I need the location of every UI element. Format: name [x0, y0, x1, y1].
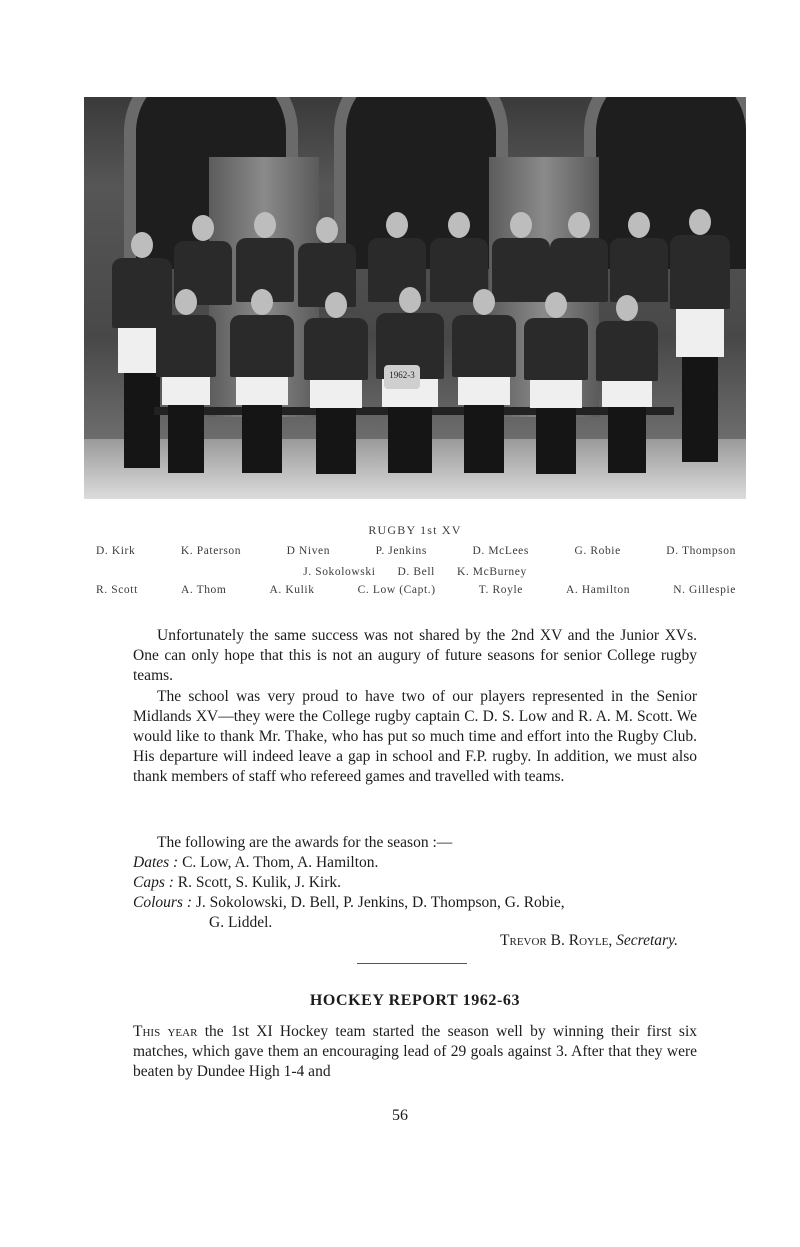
- player-standing: [550, 212, 608, 302]
- caption-name: A. Hamilton: [566, 584, 631, 596]
- caption-row-middle: [84, 566, 746, 578]
- caption-name: A. Thom: [180, 584, 227, 596]
- award-label: Colours :: [133, 894, 192, 911]
- caption-name: G. Robie: [574, 545, 621, 557]
- paragraph-midlands: The school was very proud to have two of our players represented in the Senior Midlands XV—they were the College rugby captain C. D. S. Low and R. A. M. Scott. We would like to thank Mr. Thake, who has put so much time and effort into the Rugby Club. His departure will indeed leave a gap in school and F.P. rugby. In addition, we must also thank members of staff who refereed games and travelled with teams.: [133, 688, 697, 785]
- trophy-shield: [384, 365, 420, 389]
- signature-role: Secretary.: [616, 932, 678, 949]
- player-seated: [524, 292, 588, 474]
- team-photograph: [84, 97, 746, 499]
- caption-name: R. Scott: [96, 584, 138, 596]
- caption-name: K. McBurney: [456, 566, 527, 578]
- caption-name: T. Royle: [478, 584, 523, 596]
- player-standing: [610, 212, 668, 302]
- award-names: C. Low, A. Thom, A. Hamilton.: [182, 854, 379, 871]
- player-seated: [230, 289, 294, 474]
- player-seated: [156, 289, 216, 474]
- caption-row-back: [96, 545, 736, 557]
- award-label: Caps :: [133, 874, 174, 891]
- caption-name-captain: C. Low (Capt.): [357, 584, 436, 596]
- signature-name: Trevor B. Royle,: [500, 932, 613, 949]
- award-label: Dates :: [133, 854, 179, 871]
- player-seated: [304, 292, 368, 474]
- award-line-caps: [133, 873, 341, 893]
- award-line-colours: [133, 893, 565, 913]
- award-line-dates: [133, 853, 378, 873]
- caption-name: J. Sokolowski: [303, 566, 376, 578]
- paragraph-hockey: [133, 1022, 697, 1082]
- award-names: R. Scott, S. Kulik, J. Kirk.: [177, 874, 341, 891]
- award-names: J. Sokolowski, D. Bell, P. Jenkins, D. Thompson, G. Robie,: [195, 894, 565, 911]
- player-seated: [452, 289, 516, 474]
- page-number: 56: [392, 1107, 408, 1124]
- caption-name: D. Bell: [397, 566, 435, 578]
- lead-in: This year: [133, 1023, 198, 1040]
- caption-name: K. Paterson: [180, 545, 242, 557]
- caption-name: D Niven: [286, 545, 331, 557]
- paragraph-second-xv: Unfortunately the same success was not shared by the 2nd XV and the Junior XVs. One can only hope that this is not an augury of future seasons for senior College rugby teams.: [133, 627, 697, 684]
- player-seated: [596, 295, 658, 473]
- section-divider: [357, 963, 467, 964]
- caption-name: A. Kulik: [269, 584, 315, 596]
- player-standing: [670, 209, 730, 467]
- caption-name: P. Jenkins: [375, 545, 427, 557]
- photo-caption-title: RUGBY 1st XV: [368, 523, 462, 537]
- shield-inscription: 1962-3: [389, 370, 415, 380]
- caption-row-front: [96, 584, 736, 596]
- caption-name: N. Gillespie: [673, 584, 736, 596]
- section-heading: HOCKEY REPORT 1962-63: [309, 992, 521, 1009]
- caption-name: D. Thompson: [666, 545, 736, 557]
- caption-name: D. Kirk: [96, 545, 136, 557]
- awards-intro: The following are the awards for the season :—: [157, 834, 453, 851]
- award-line-continued: G. Liddel.: [209, 914, 273, 931]
- secretary-signature: [500, 932, 678, 950]
- caption-name: D. McLees: [472, 545, 529, 557]
- hockey-text: the 1st XI Hockey team started the season well by winning their first six matches, which gave them an encouraging lead of 29 goals against 3. After that they were beaten by Dundee High 1-4 and: [133, 1023, 698, 1080]
